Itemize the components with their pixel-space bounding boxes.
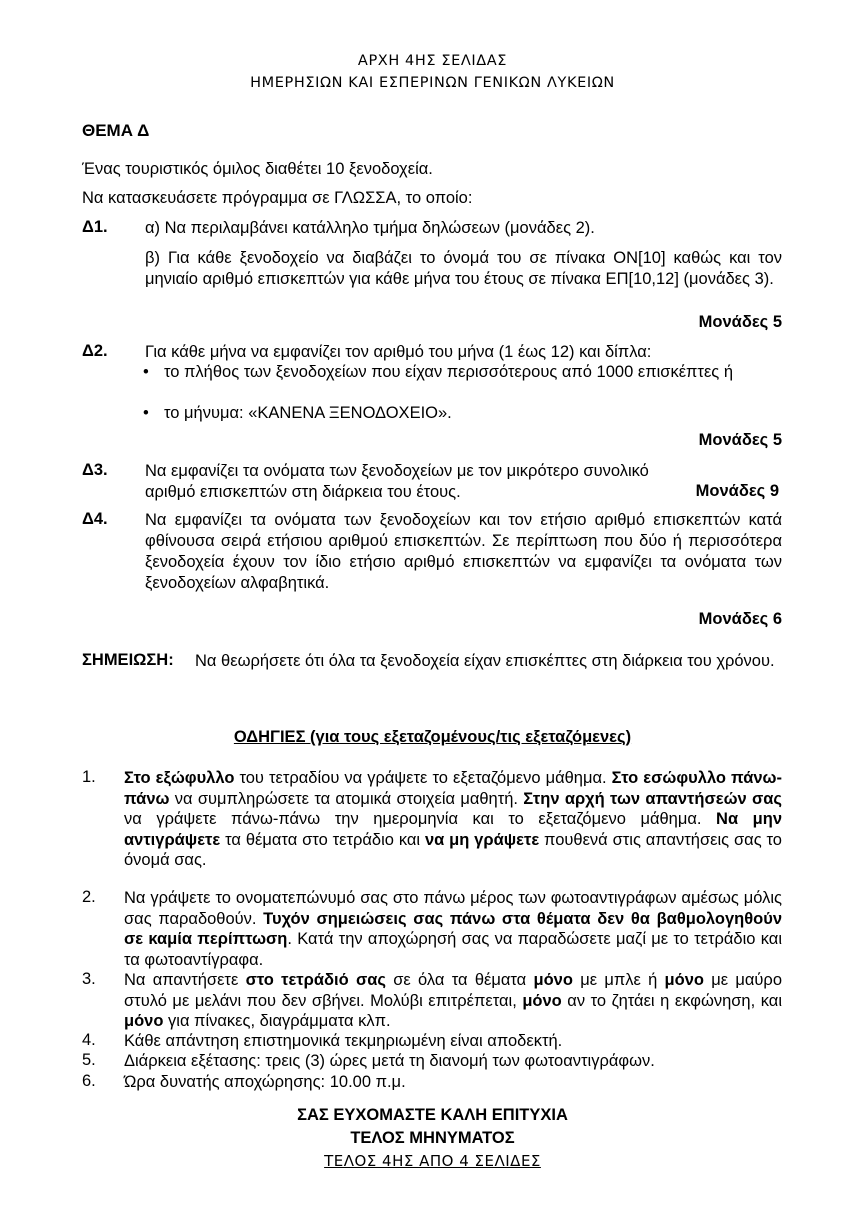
d2-label: Δ2. bbox=[82, 342, 108, 360]
d2-bullet-text-1: το πλήθος των ξενοδοχείων που είχαν περισσότερους από 1000 επισκέπτες ή bbox=[164, 363, 734, 381]
footer-end-message: ΤΕΛΟΣ ΜΗΝΥΜΑΤΟΣ bbox=[350, 1129, 515, 1147]
task-paragraph: Να κατασκευάσετε πρόγραμμα σε ΓΛΩΣΣΑ, το οποίο: bbox=[82, 189, 473, 207]
instruction-text: να συμπληρώσετε τα ατομικά στοιχεία μαθητή. bbox=[169, 789, 524, 808]
instruction-text: σε όλα τα θέματα bbox=[385, 971, 534, 989]
instruction-text: Να γράψετε το ονοματεπώνυμό σας στο πάνω μέρος των φωτοαντιγράφων αμέσως μόλις σας παραδοθούν. bbox=[124, 889, 782, 928]
instruction-emphasis: μόνο bbox=[522, 991, 562, 1010]
instruction-number: 3. bbox=[82, 970, 96, 988]
footer-page-end: ΤΕΛΟΣ 4ΗΣ ΑΠΟ 4 ΣΕΛΙΔΕΣ bbox=[324, 1152, 541, 1170]
d2-bullet-text-2: το μήνυμα: «ΚΑΝΕΝΑ ΞΕΝΟΔΟΧΕΙΟ». bbox=[164, 404, 452, 422]
instruction-emphasis: μόνο bbox=[124, 1012, 164, 1030]
instruction-emphasis: Τυχόν σημειώσεις σας πάνω στα θέματα δεν θα βαθμολογηθούν σε καμία περίπτωση bbox=[124, 909, 782, 948]
instruction-text: με μαύρο στυλό με μελάνι που δεν σβήνει. Μολύβι επιτρέπεται, bbox=[124, 971, 782, 1010]
d3-marks: Μονάδες 9 bbox=[695, 482, 779, 500]
instruction-item-3 bbox=[124, 970, 782, 1032]
instruction-item-5 bbox=[124, 1051, 782, 1072]
d4-marks: Μονάδες 6 bbox=[698, 610, 782, 628]
d3-label: Δ3. bbox=[82, 461, 108, 479]
instruction-text: τα θέματα στο τετράδιο και bbox=[220, 830, 425, 849]
instruction-text: αν το ζητάει η εκφώνηση, και bbox=[561, 991, 782, 1010]
d1-part-a: α) Να περιλαμβάνει κατάλληλο τμήμα δηλώσεων (μονάδες 2). bbox=[145, 219, 595, 237]
instruction-item-1 bbox=[124, 768, 782, 871]
instruction-text: Διάρκεια εξέτασης: τρεις (3) ώρες μετά τη διανομή των φωτοαντιγράφων. bbox=[124, 1052, 655, 1070]
instruction-text: να γράψετε πάνω-πάνω την ημερομηνία και το εξεταζόμενο μάθημα. bbox=[124, 810, 717, 828]
d1-label: Δ1. bbox=[82, 218, 108, 236]
bullet-icon: • bbox=[143, 363, 149, 381]
instruction-emphasis: μόνο bbox=[664, 971, 704, 989]
d3-text: Να εμφανίζει τα ονόματα των ξενοδοχείων με τον μικρότερο συνολικό αριθμό επισκεπτών στη διάρκεια του έτους. bbox=[145, 462, 649, 501]
intro-paragraph: Ένας τουριστικός όμιλος διαθέτει 10 ξενοδοχεία. bbox=[82, 160, 433, 178]
d4-text: Να εμφανίζει τα ονόματα των ξενοδοχείων και τον ετήσιο αριθμό επισκεπτών κατά φθίνουσα σειρά ετήσιου αριθμού επισκεπτών. Σε περίπτωση που δύο ή περισσότερα ξενοδοχεία έχουν τον ίδιο ετήσιο αριθμό επισκεπτών να εμφανίζει τα ονόματα των ξενοδοχείων αλφαβητικά. bbox=[145, 511, 782, 592]
d4-label: Δ4. bbox=[82, 510, 108, 528]
instruction-emphasis: Στο εξώφυλλο bbox=[124, 769, 235, 787]
instruction-text: για πίνακες, διαγράμματα κλπ. bbox=[163, 1012, 391, 1030]
footer-good-luck: ΣΑΣ ΕΥΧΟΜΑΣΤΕ ΚΑΛΗ ΕΠΙΤΥΧΙΑ bbox=[297, 1106, 568, 1124]
instruction-item-4 bbox=[124, 1031, 782, 1052]
instruction-text: με μπλε ή bbox=[572, 971, 665, 989]
page-header-top: ΑΡΧΗ 4ΗΣ ΣΕΛΙΔΑΣ bbox=[357, 53, 508, 69]
instruction-item-6 bbox=[124, 1072, 782, 1093]
instruction-number: 5. bbox=[82, 1051, 96, 1069]
d1-part-b: β) Για κάθε ξενοδοχείο να διαβάζει το όνομά του σε πίνακα ΟΝ[10] καθώς και τον μηνιαίο αριθμό επισκεπτών για κάθε μήνα του έτους σε πίνακα ΕΠ[10,12] (μονάδες 3). bbox=[145, 249, 782, 288]
d2-marks: Μονάδες 5 bbox=[698, 431, 782, 449]
theme-title: ΘΕΜΑ Δ bbox=[82, 121, 150, 140]
instruction-emphasis: μόνο bbox=[533, 971, 573, 989]
instruction-text: πουθενά στις απαντήσεις σας το όνομά σας. bbox=[124, 830, 782, 869]
instruction-number: 6. bbox=[82, 1072, 96, 1090]
d2-text: Για κάθε μήνα να εμφανίζει τον αριθμό του μήνα (1 έως 12) και δίπλα: bbox=[145, 343, 652, 361]
instruction-text: Κάθε απάντηση επιστημονικά τεκμηριωμένη είναι αποδεκτή. bbox=[124, 1032, 563, 1050]
note-label: ΣΗΜΕΙΩΣΗ: bbox=[82, 651, 174, 669]
instruction-number: 1. bbox=[82, 768, 96, 786]
instruction-number: 4. bbox=[82, 1031, 96, 1049]
instruction-emphasis: να μη γράψετε bbox=[424, 830, 540, 849]
instruction-emphasis: Στο εσώφυλλο πάνω-πάνω bbox=[124, 769, 782, 808]
instruction-text: . Κατά την αποχώρησή σας να παραδώσετε μαζί με το τετράδιο και τα φωτοαντίγραφα. bbox=[124, 930, 782, 969]
instruction-item-2 bbox=[124, 888, 782, 970]
instruction-text: Ώρα δυνατής αποχώρησης: 10.00 π.μ. bbox=[124, 1073, 406, 1091]
bullet-icon: • bbox=[143, 404, 149, 422]
instruction-emphasis: Στην αρχή των απαντήσεών σας bbox=[523, 789, 782, 808]
instruction-text: του τετραδίου να γράψετε το εξεταζόμενο μάθημα. bbox=[234, 769, 612, 787]
instruction-text: Να απαντήσετε bbox=[124, 971, 246, 989]
instruction-emphasis: στο τετράδιό σας bbox=[245, 971, 386, 989]
page-header-school: ΗΜΕΡΗΣΙΩΝ ΚΑΙ ΕΣΠΕΡΙΝΩΝ ΓΕΝΙΚΩΝ ΛΥΚΕΙΩΝ bbox=[250, 75, 615, 91]
d1-marks: Μονάδες 5 bbox=[698, 313, 782, 331]
instruction-number: 2. bbox=[82, 888, 96, 906]
instructions-title: ΟΔΗΓΙΕΣ (για τους εξεταζομένους/τις εξεταζόμενες) bbox=[233, 728, 632, 746]
note-text: Να θεωρήσετε ότι όλα τα ξενοδοχεία είχαν επισκέπτες στη διάρκεια του χρόνου. bbox=[195, 652, 775, 670]
instruction-emphasis: Να μην αντιγράψετε bbox=[124, 810, 782, 849]
